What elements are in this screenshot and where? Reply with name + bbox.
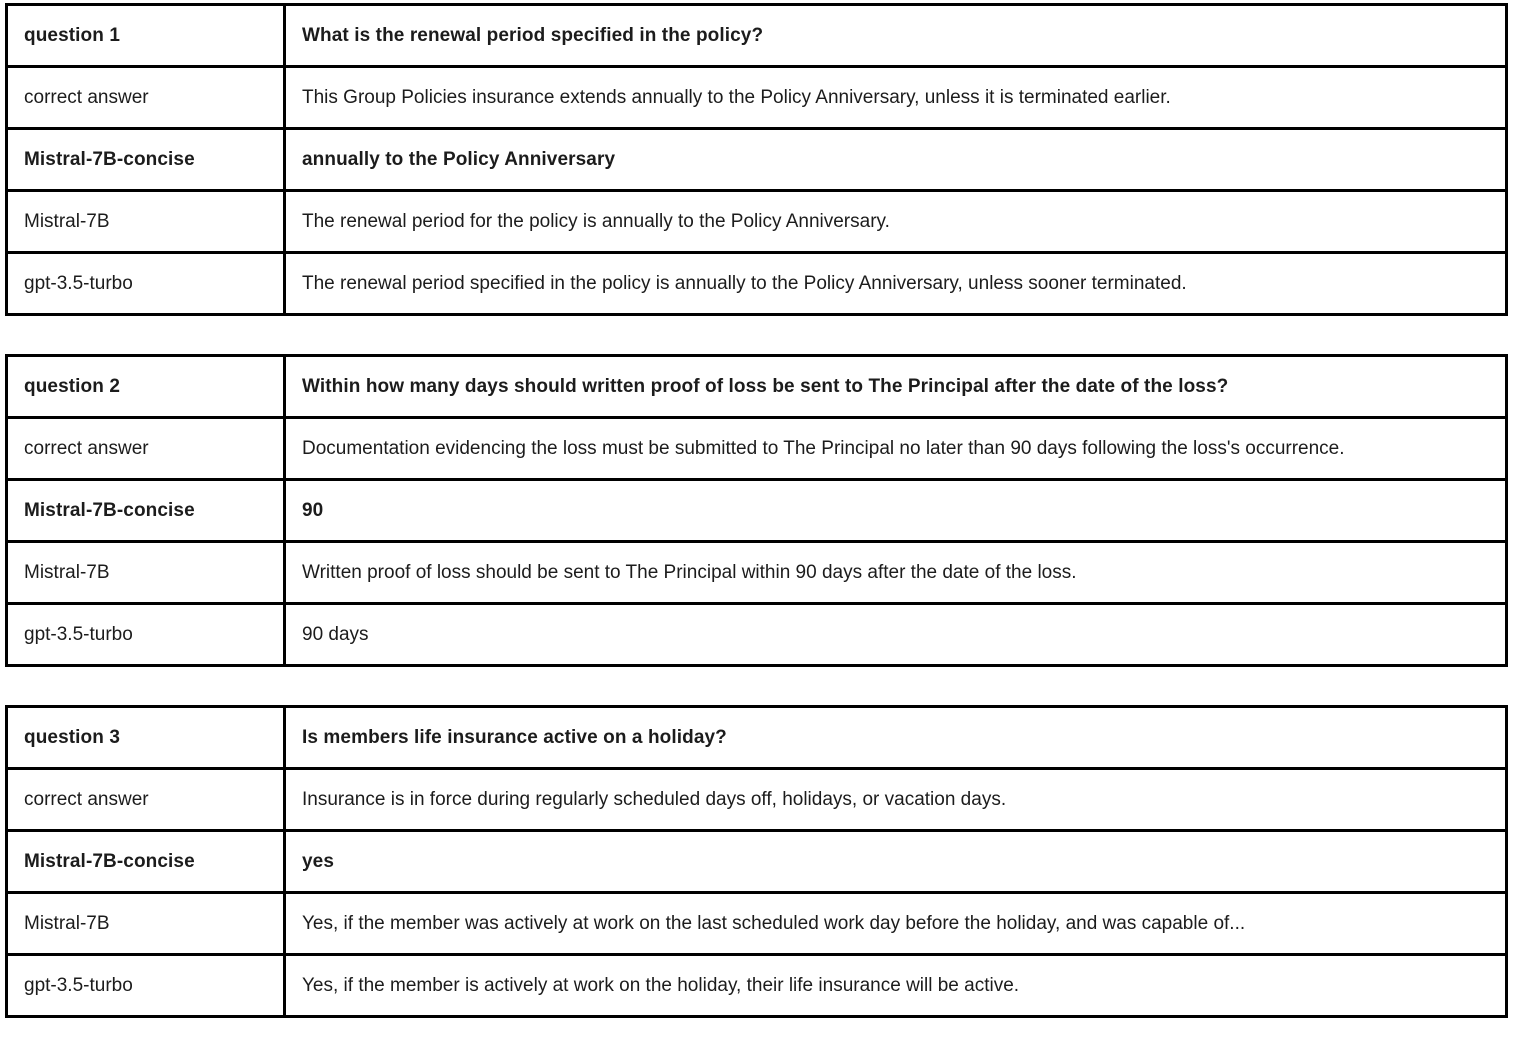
row-value: What is the renewal period specified in the policy?: [285, 5, 1507, 67]
table-row-mistral: [7, 191, 1507, 253]
row-label: Mistral-7B-concise: [7, 129, 285, 191]
table-row-correct-answer: [7, 418, 1507, 480]
row-label: question 1: [7, 5, 285, 67]
row-value: Insurance is in force during regularly scheduled days off, holidays, or vacation days.: [285, 769, 1507, 831]
row-label: Mistral-7B-concise: [7, 480, 285, 542]
qa-table-question-1: [5, 3, 1508, 316]
row-value: 90: [285, 480, 1507, 542]
row-value: Within how many days should written proof of loss be sent to The Principal after the date of the loss?: [285, 356, 1507, 418]
table-row-correct-answer: [7, 67, 1507, 129]
row-label: Mistral-7B: [7, 893, 285, 955]
row-value: Yes, if the member was actively at work on the last scheduled work day before the holiday, and was capable of...: [285, 893, 1507, 955]
row-value: The renewal period for the policy is annually to the Policy Anniversary.: [285, 191, 1507, 253]
table-row-gpt35: [7, 955, 1507, 1017]
row-value: Yes, if the member is actively at work on the holiday, their life insurance will be active.: [285, 955, 1507, 1017]
table-row-question: [7, 707, 1507, 769]
qa-table-question-3: [5, 705, 1508, 1018]
row-value: Written proof of loss should be sent to The Principal within 90 days after the date of the loss.: [285, 542, 1507, 604]
row-label: question 3: [7, 707, 285, 769]
table-row-mistral-concise: [7, 831, 1507, 893]
table-row-mistral: [7, 542, 1507, 604]
row-value: Documentation evidencing the loss must be submitted to The Principal no later than 90 days following the loss's occurrence.: [285, 418, 1507, 480]
row-label: correct answer: [7, 418, 285, 480]
table-row-gpt35: [7, 604, 1507, 666]
row-label: gpt-3.5-turbo: [7, 604, 285, 666]
row-label: Mistral-7B-concise: [7, 831, 285, 893]
row-label: correct answer: [7, 769, 285, 831]
table-row-question: [7, 5, 1507, 67]
table-row-mistral: [7, 893, 1507, 955]
table-row-mistral-concise: [7, 480, 1507, 542]
row-label: Mistral-7B: [7, 191, 285, 253]
table-row-mistral-concise: [7, 129, 1507, 191]
table-row-gpt35: [7, 253, 1507, 315]
row-value: yes: [285, 831, 1507, 893]
table-row-correct-answer: [7, 769, 1507, 831]
row-value: Is members life insurance active on a holiday?: [285, 707, 1507, 769]
row-value: The renewal period specified in the policy is annually to the Policy Anniversary, unless sooner terminated.: [285, 253, 1507, 315]
row-value: annually to the Policy Anniversary: [285, 129, 1507, 191]
row-value: 90 days: [285, 604, 1507, 666]
row-label: question 2: [7, 356, 285, 418]
row-label: Mistral-7B: [7, 542, 285, 604]
row-label: gpt-3.5-turbo: [7, 955, 285, 1017]
row-value: This Group Policies insurance extends annually to the Policy Anniversary, unless it is terminated earlier.: [285, 67, 1507, 129]
table-row-question: [7, 356, 1507, 418]
row-label: gpt-3.5-turbo: [7, 253, 285, 315]
qa-table-question-2: [5, 354, 1508, 667]
row-label: correct answer: [7, 67, 285, 129]
